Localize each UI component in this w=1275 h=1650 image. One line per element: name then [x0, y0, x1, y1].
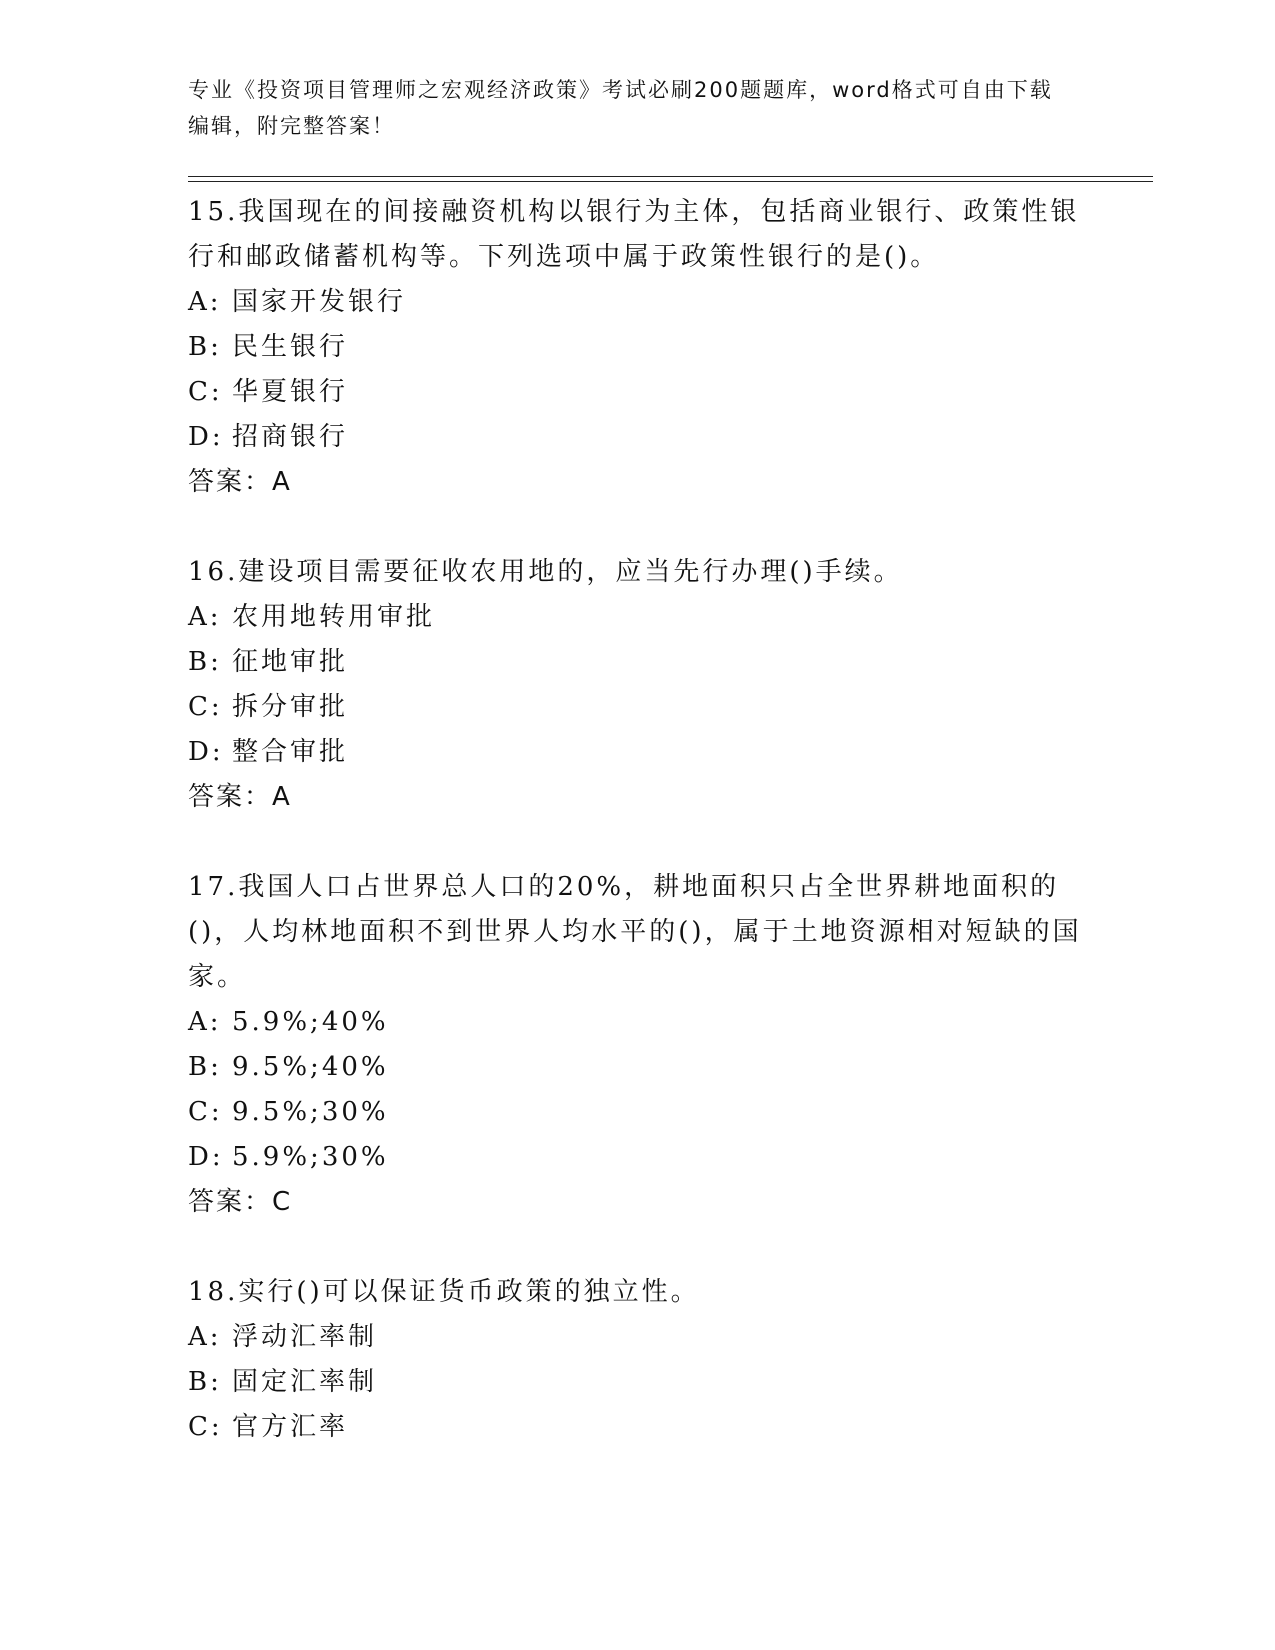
option-b [188, 640, 1088, 685]
option-text: 固定汇率制 [232, 1367, 378, 1397]
option-text: 整合审批 [232, 737, 349, 767]
option-text: 浮动汇率制 [232, 1322, 378, 1352]
option-text: 9.5%;30% [232, 1097, 389, 1127]
option-text: 5.9%;30% [232, 1142, 389, 1172]
option-text: 农用地转用审批 [232, 602, 436, 632]
question-stem: 18.实行()可以保证货币政策的独立性。 [188, 1277, 700, 1307]
option-key: B: [188, 647, 222, 677]
option-key: C: [188, 1412, 223, 1442]
option-text: 华夏银行 [232, 377, 349, 407]
question-18 [188, 1270, 1088, 1450]
option-text: 民生银行 [232, 332, 349, 362]
header-divider-bottom [188, 181, 1153, 182]
option-key: D: [188, 737, 224, 767]
header-text: 专业《投资项目管理师之宏观经济政策》考试必刷200题题库，word格式可自由下载编辑，附完整答案！ [188, 78, 1053, 138]
answer-label: 答案：A [188, 782, 292, 812]
question-stem: 17.我国人口占世界总人口的20%，耕地面积只占全世界耕地面积的()，人均林地面积不到世界人均水平的()，属于土地资源相对短缺的国家。 [188, 872, 1082, 992]
question-16 [188, 550, 1088, 820]
option-text: 5.9%;40% [232, 1007, 389, 1037]
option-key: B: [188, 1367, 222, 1397]
option-text: 国家开发银行 [232, 287, 407, 317]
option-text: 拆分审批 [232, 692, 349, 722]
option-key: A: [188, 287, 222, 317]
option-d [188, 415, 1088, 460]
option-key: A: [188, 602, 222, 632]
option-c [188, 1090, 1088, 1135]
option-key: D: [188, 1142, 224, 1172]
question-stem: 15.我国现在的间接融资机构以银行为主体，包括商业银行、政策性银行和邮政储蓄机构等。下列选项中属于政策性银行的是()。 [188, 197, 1080, 272]
question-15 [188, 190, 1088, 505]
option-c [188, 685, 1088, 730]
header-divider-top [188, 176, 1153, 177]
option-key: A: [188, 1007, 222, 1037]
answer-label: 答案：A [188, 467, 292, 497]
option-a [188, 1000, 1088, 1045]
option-key: C: [188, 692, 223, 722]
option-key: B: [188, 332, 222, 362]
option-text: 招商银行 [232, 422, 349, 452]
option-text: 征地审批 [232, 647, 349, 677]
option-c [188, 1405, 1088, 1450]
question-stem: 16.建设项目需要征收农用地的，应当先行办理()手续。 [188, 557, 903, 587]
option-b [188, 1045, 1088, 1090]
question-17 [188, 865, 1088, 1225]
option-d [188, 1135, 1088, 1180]
question-list [188, 190, 1088, 1495]
option-key: D: [188, 422, 224, 452]
option-b [188, 1360, 1088, 1405]
option-a [188, 280, 1088, 325]
option-text: 官方汇率 [232, 1412, 349, 1442]
option-key: A: [188, 1322, 222, 1352]
option-b [188, 325, 1088, 370]
option-key: B: [188, 1052, 222, 1082]
option-text: 9.5%;40% [232, 1052, 389, 1082]
option-a [188, 1315, 1088, 1360]
option-a [188, 595, 1088, 640]
option-key: C: [188, 377, 223, 407]
answer-label: 答案：C [188, 1187, 293, 1217]
option-c [188, 370, 1088, 415]
document-header [188, 72, 1068, 144]
option-key: C: [188, 1097, 223, 1127]
option-d [188, 730, 1088, 775]
